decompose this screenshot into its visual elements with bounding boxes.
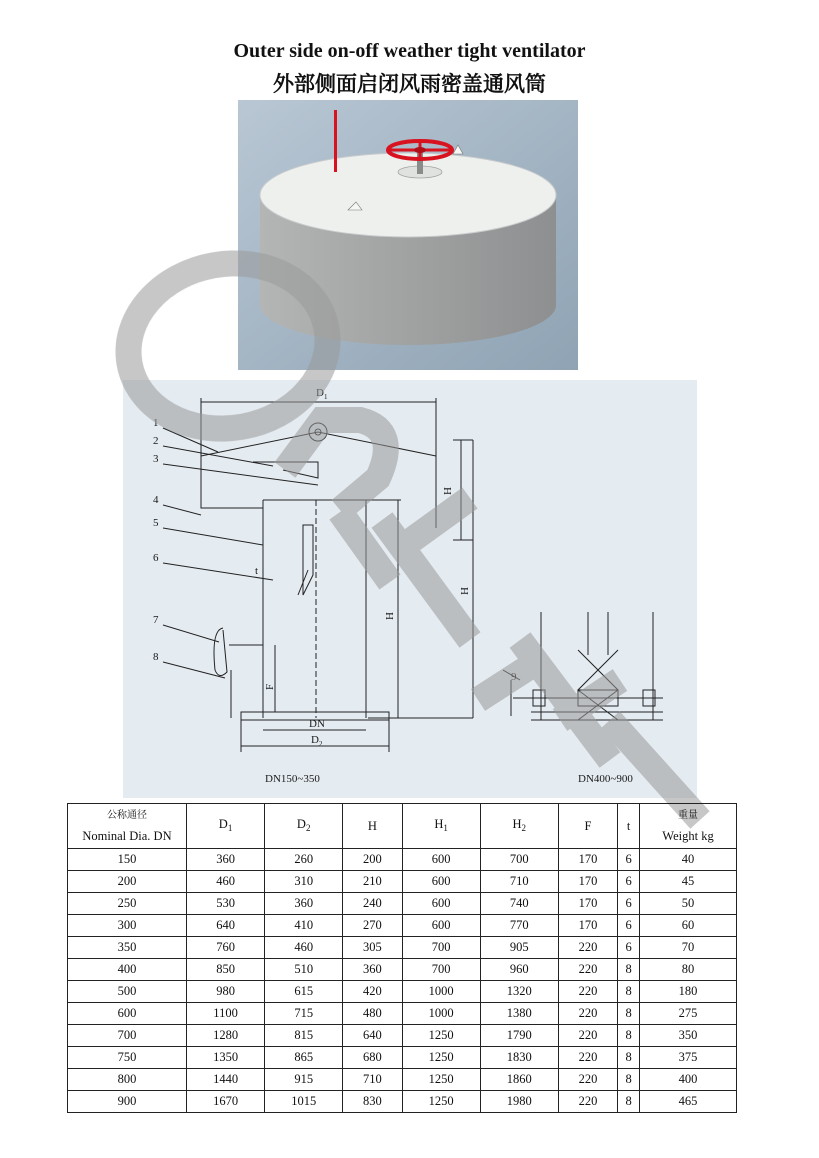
table-cell: 715 <box>265 1003 343 1025</box>
table-cell: 170 <box>558 871 617 893</box>
table-body <box>68 849 737 1113</box>
table-cell: 270 <box>343 915 402 937</box>
table-cell: 240 <box>343 893 402 915</box>
table-row <box>68 1003 737 1025</box>
table-cell: 6 <box>618 871 640 893</box>
header-h: H <box>343 804 402 849</box>
label-h: H <box>442 487 454 495</box>
table-cell: 220 <box>558 959 617 981</box>
table-cell: 680 <box>343 1047 402 1069</box>
table-cell: 80 <box>640 959 737 981</box>
table-row <box>68 849 737 871</box>
table-cell: 1250 <box>402 1091 480 1113</box>
table-cell: 700 <box>480 849 558 871</box>
svg-text:2: 2 <box>319 740 323 748</box>
table-cell: 600 <box>68 1003 187 1025</box>
table-cell: 40 <box>640 849 737 871</box>
table-row <box>68 1047 737 1069</box>
table-cell: 815 <box>265 1025 343 1047</box>
header-d1: $D_1$ <box>187 804 265 849</box>
table-cell: 220 <box>558 1047 617 1069</box>
table-cell: 1250 <box>402 1047 480 1069</box>
table-cell: 1830 <box>480 1047 558 1069</box>
table-cell: 220 <box>558 937 617 959</box>
product-photo <box>238 100 578 370</box>
table-cell: 800 <box>68 1069 187 1091</box>
callout-5: 5 <box>153 517 159 529</box>
table-cell: 500 <box>68 981 187 1003</box>
table-cell: 900 <box>68 1091 187 1113</box>
table-cell: 8 <box>618 1047 640 1069</box>
callout-9: 9 <box>511 671 517 683</box>
table-cell: 260 <box>265 849 343 871</box>
table-cell: 6 <box>618 849 640 871</box>
table-cell: 600 <box>402 849 480 871</box>
table-cell: 8 <box>618 1069 640 1091</box>
table-cell: 360 <box>187 849 265 871</box>
label-f: F <box>264 683 276 690</box>
caption-small: DN150~350 <box>265 773 320 785</box>
table-cell: 6 <box>618 893 640 915</box>
table-cell: 275 <box>640 1003 737 1025</box>
page-title-chinese: 外部侧面启闭风雨密盖通风筒 <box>273 72 546 96</box>
table-cell: 1320 <box>480 981 558 1003</box>
table-cell: 1280 <box>187 1025 265 1047</box>
table-cell: 8 <box>618 1025 640 1047</box>
table-cell: 1350 <box>187 1047 265 1069</box>
table-cell: 600 <box>402 915 480 937</box>
table-cell: 305 <box>343 937 402 959</box>
table-cell: 865 <box>265 1047 343 1069</box>
table-cell: 1250 <box>402 1025 480 1047</box>
table-cell: 640 <box>187 915 265 937</box>
table-row <box>68 937 737 959</box>
header-weight: 重量 Weight kg <box>640 804 737 849</box>
table-cell: 310 <box>265 871 343 893</box>
spec-table <box>67 803 737 1113</box>
table-cell: 700 <box>68 1025 187 1047</box>
table-cell: 1380 <box>480 1003 558 1025</box>
table-cell: 615 <box>265 981 343 1003</box>
label-t: t <box>255 565 259 577</box>
table-cell: 400 <box>640 1069 737 1091</box>
technical-drawing <box>123 380 697 798</box>
table-cell: 770 <box>480 915 558 937</box>
table-cell: 360 <box>343 959 402 981</box>
callout-7: 7 <box>153 614 159 626</box>
table-cell: 220 <box>558 1091 617 1113</box>
table-row <box>68 959 737 981</box>
label-dn: DN <box>309 718 325 730</box>
table-cell: 8 <box>618 981 640 1003</box>
header-f: F <box>558 804 617 849</box>
table-cell: 170 <box>558 915 617 937</box>
table-cell: 700 <box>402 937 480 959</box>
table-cell: 710 <box>480 871 558 893</box>
table-cell: 60 <box>640 915 737 937</box>
table-cell: 300 <box>68 915 187 937</box>
table-cell: 460 <box>265 937 343 959</box>
table-cell: 760 <box>187 937 265 959</box>
table-cell: 45 <box>640 871 737 893</box>
table-cell: 170 <box>558 849 617 871</box>
table-row <box>68 1069 737 1091</box>
table-cell: 480 <box>343 1003 402 1025</box>
label-d2: D <box>311 734 319 746</box>
table-cell: 210 <box>343 871 402 893</box>
caption-large: DN400~900 <box>578 773 633 785</box>
header-t: t <box>618 804 640 849</box>
table-cell: 220 <box>558 1003 617 1025</box>
callout-3: 3 <box>153 453 159 465</box>
table-cell: 200 <box>68 871 187 893</box>
table-cell: 915 <box>265 1069 343 1091</box>
table-cell: 740 <box>480 893 558 915</box>
table-cell: 6 <box>618 915 640 937</box>
table-cell: 960 <box>480 959 558 981</box>
table-cell: 8 <box>618 959 640 981</box>
callout-6: 6 <box>153 552 159 564</box>
table-cell: 530 <box>187 893 265 915</box>
table-cell: 980 <box>187 981 265 1003</box>
callout-2: 2 <box>153 435 159 447</box>
table-cell: 350 <box>640 1025 737 1047</box>
table-cell: 360 <box>265 893 343 915</box>
table-cell: 700 <box>402 959 480 981</box>
table-cell: 1670 <box>187 1091 265 1113</box>
table-cell: 350 <box>68 937 187 959</box>
table-cell: 1250 <box>402 1069 480 1091</box>
label-h2: H <box>459 587 471 595</box>
table-row <box>68 1025 737 1047</box>
table-cell: 640 <box>343 1025 402 1047</box>
table-cell: 220 <box>558 981 617 1003</box>
table-cell: 1440 <box>187 1069 265 1091</box>
table-cell: 850 <box>187 959 265 981</box>
header-nominal-dia: 公称通径 Nominal Dia. DN <box>68 804 187 849</box>
table-row <box>68 893 737 915</box>
table-cell: 220 <box>558 1069 617 1091</box>
table-cell: 1790 <box>480 1025 558 1047</box>
table-cell: 510 <box>265 959 343 981</box>
table-cell: 180 <box>640 981 737 1003</box>
table-cell: 8 <box>618 1091 640 1113</box>
header-h1: $H_1$ <box>402 804 480 849</box>
table-cell: 1015 <box>265 1091 343 1113</box>
table-cell: 710 <box>343 1069 402 1091</box>
table-cell: 1860 <box>480 1069 558 1091</box>
table-row <box>68 915 737 937</box>
table-cell: 465 <box>640 1091 737 1113</box>
table-header-row <box>68 804 737 849</box>
table-cell: 375 <box>640 1047 737 1069</box>
table-cell: 1980 <box>480 1091 558 1113</box>
table-cell: 400 <box>68 959 187 981</box>
table-cell: 70 <box>640 937 737 959</box>
callout-8: 8 <box>153 651 159 663</box>
label-d1: D <box>316 387 324 399</box>
table-cell: 600 <box>402 871 480 893</box>
table-cell: 220 <box>558 1025 617 1047</box>
table-row <box>68 1091 737 1113</box>
header-d2: $D_2$ <box>265 804 343 849</box>
table-cell: 150 <box>68 849 187 871</box>
table-cell: 170 <box>558 893 617 915</box>
table-cell: 50 <box>640 893 737 915</box>
table-cell: 460 <box>187 871 265 893</box>
callout-1: 1 <box>153 417 159 429</box>
table-cell: 8 <box>618 1003 640 1025</box>
table-cell: 250 <box>68 893 187 915</box>
table-cell: 420 <box>343 981 402 1003</box>
header-h2: $H_2$ <box>480 804 558 849</box>
table-cell: 410 <box>265 915 343 937</box>
table-cell: 200 <box>343 849 402 871</box>
table-cell: 1100 <box>187 1003 265 1025</box>
table-cell: 905 <box>480 937 558 959</box>
callout-4: 4 <box>153 494 159 506</box>
table-cell: 750 <box>68 1047 187 1069</box>
table-cell: 6 <box>618 937 640 959</box>
table-cell: 1000 <box>402 981 480 1003</box>
svg-text:1: 1 <box>324 393 328 401</box>
table-cell: 830 <box>343 1091 402 1113</box>
table-row <box>68 871 737 893</box>
table-row <box>68 981 737 1003</box>
label-h1: H <box>384 612 396 620</box>
table-cell: 1000 <box>402 1003 480 1025</box>
table-cell: 600 <box>402 893 480 915</box>
page-title-english: Outer side on-off weather tight ventilator <box>233 40 586 62</box>
